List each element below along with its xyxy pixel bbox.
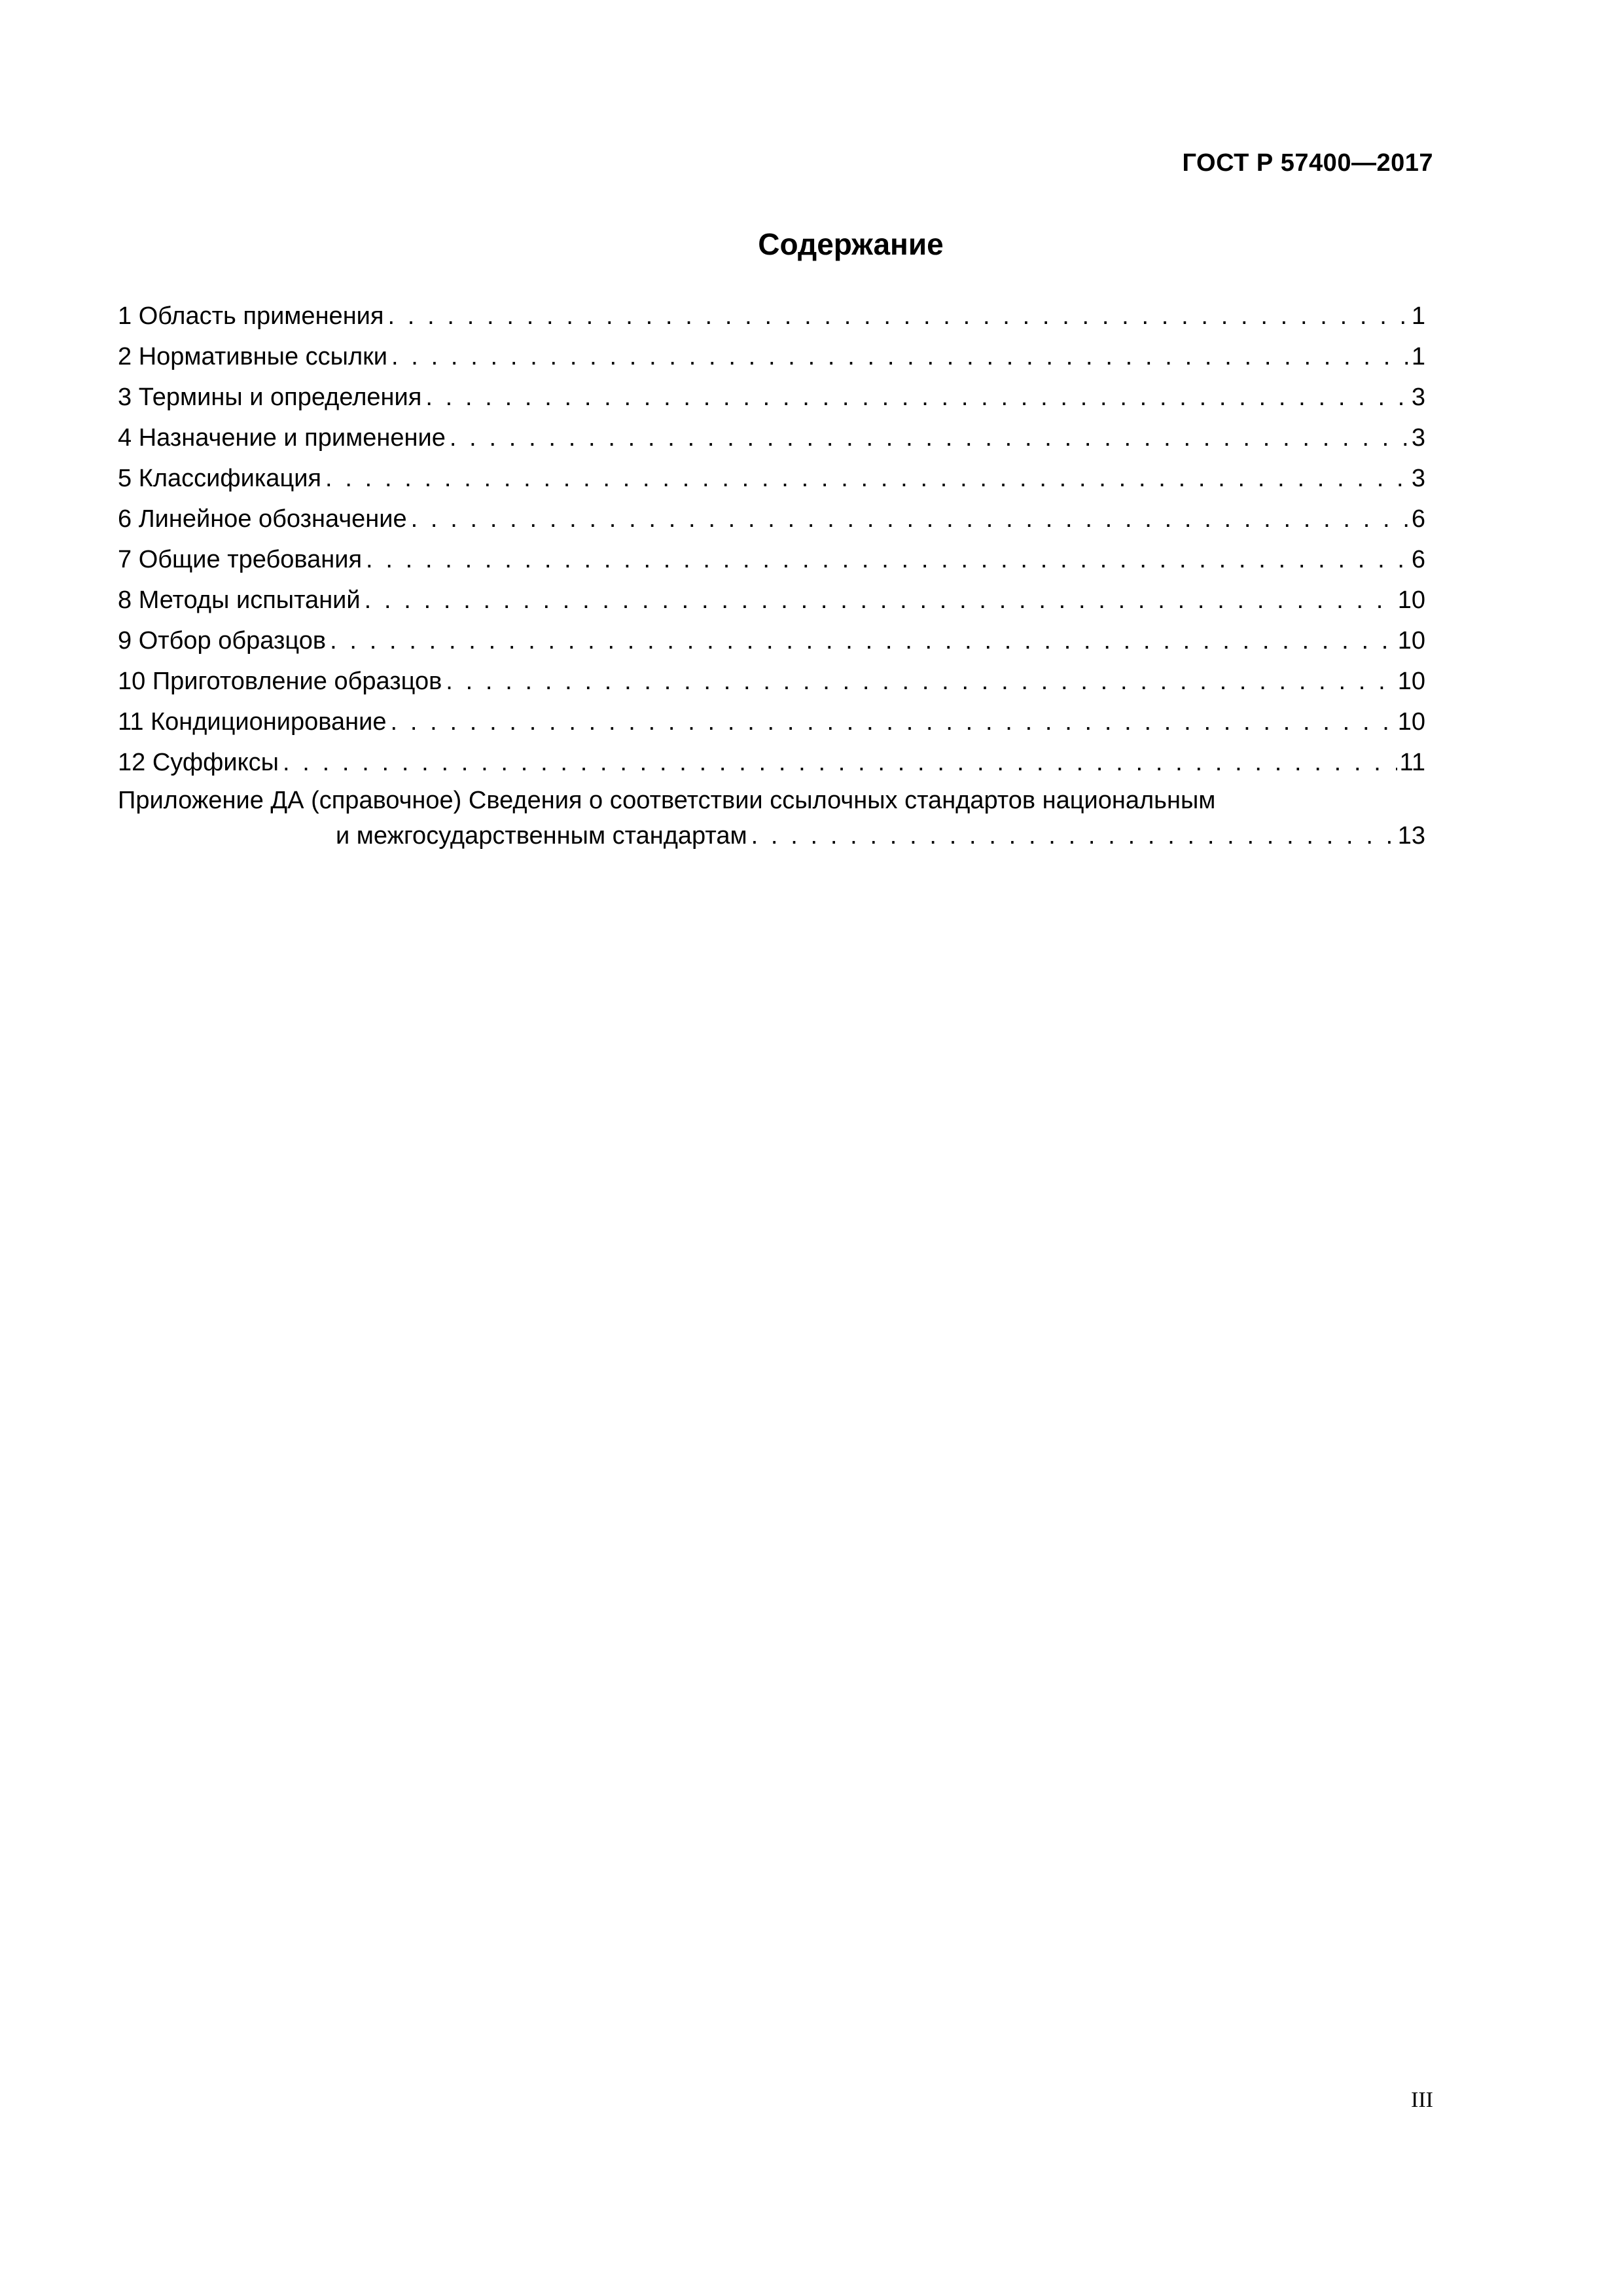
toc-item[interactable] [118, 702, 1425, 742]
toc-item[interactable] [118, 620, 1425, 661]
toc-leader-dots [450, 418, 1409, 458]
toc-item-page: 10 [1395, 702, 1425, 742]
toc-item-label: 10 Приготовление образцов [118, 661, 446, 702]
toc-item-label: 1 Область применения [118, 296, 387, 336]
toc-item[interactable] [118, 580, 1425, 620]
toc-leader-dots [425, 377, 1409, 418]
toc-item[interactable] [118, 418, 1425, 458]
table-of-contents [118, 296, 1425, 853]
toc-item-label: 12 Суффиксы [118, 742, 283, 783]
toc-leader-dots [330, 620, 1395, 661]
toc-item[interactable] [118, 336, 1425, 377]
toc-item[interactable] [118, 499, 1425, 539]
toc-item[interactable] [118, 458, 1425, 499]
toc-item-page: 1 [1409, 296, 1425, 336]
toc-item-page: 3 [1409, 418, 1425, 458]
toc-item-label: 11 Кондиционирование [118, 702, 391, 742]
toc-item-label: 6 Линейное обозначение [118, 499, 411, 539]
toc-item-page: 11 [1397, 742, 1425, 783]
toc-annex-title-line1: Приложение ДА (справочное) Сведения о соответствии ссылочных стандартов национальным [118, 787, 1216, 814]
toc-item-page: 3 [1409, 458, 1425, 499]
toc-item[interactable] [118, 742, 1425, 783]
toc-leader-dots [365, 580, 1395, 620]
toc-item-page: 10 [1395, 620, 1425, 661]
toc-leader-dots [283, 742, 1397, 783]
toc-leader-dots [411, 499, 1409, 539]
toc-annex-item[interactable] [118, 783, 1425, 853]
toc-item-page: 10 [1395, 580, 1425, 620]
toc-item-label: 9 Отбор образцов [118, 620, 330, 661]
page-number: III [1411, 2088, 1433, 2112]
toc-item-label: 3 Термины и определения [118, 377, 425, 418]
toc-item[interactable] [118, 377, 1425, 418]
toc-item[interactable] [118, 539, 1425, 580]
toc-item-label: 7 Общие требования [118, 539, 366, 580]
toc-leader-dots [391, 336, 1409, 377]
toc-leader-dots [387, 296, 1408, 336]
toc-leader-dots [366, 539, 1409, 580]
toc-item-label: 2 Нормативные ссылки [118, 336, 391, 377]
document-code: ГОСТ Р 57400—2017 [1182, 149, 1433, 177]
toc-item-page: 3 [1409, 377, 1425, 418]
toc-leader-dots [391, 702, 1395, 742]
toc-leader-dots [446, 661, 1395, 702]
toc-annex-title-line2: и межгосударственным стандартам [336, 822, 747, 850]
toc-item-page: 10 [1395, 661, 1425, 702]
toc-item-label: 8 Методы испытаний [118, 580, 365, 620]
toc-annex-page: 13 [1397, 822, 1425, 850]
toc-item-label: 5 Классификация [118, 458, 325, 499]
toc-item-page: 6 [1409, 539, 1425, 580]
toc-leader-dots [751, 818, 1395, 853]
toc-item-page: 1 [1409, 336, 1425, 377]
toc-item[interactable] [118, 296, 1425, 336]
toc-item-page: 6 [1409, 499, 1425, 539]
toc-title: Содержание [758, 227, 944, 261]
toc-item-label: 4 Назначение и применение [118, 418, 450, 458]
toc-item[interactable] [118, 661, 1425, 702]
toc-leader-dots [325, 458, 1409, 499]
